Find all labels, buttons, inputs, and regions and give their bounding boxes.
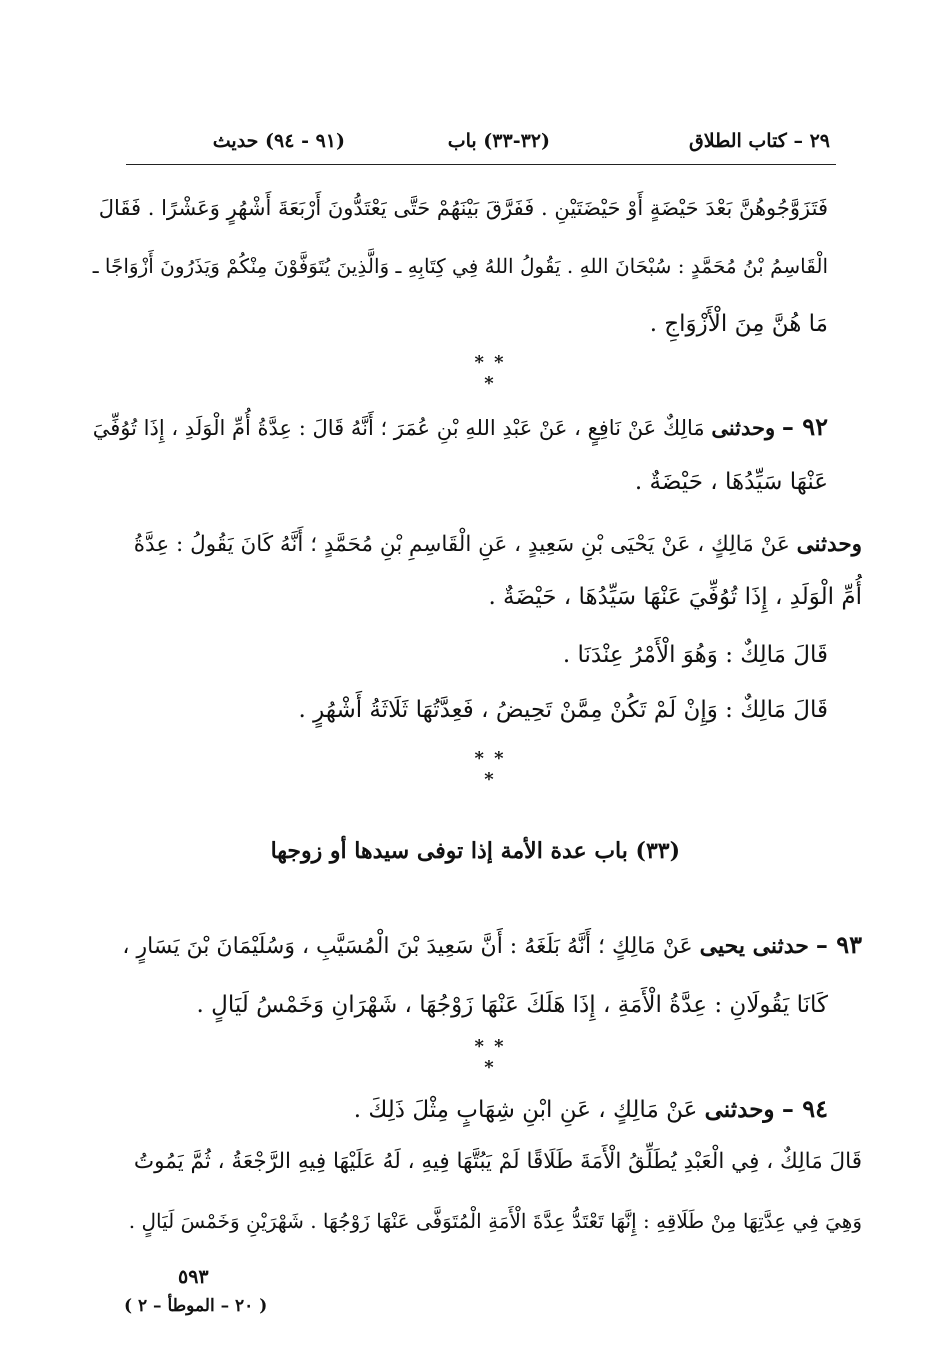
hadith-number: ٩٣ – bbox=[815, 930, 862, 959]
volume-footnote: ( ٢٠ – الموطأ – ٢ ) bbox=[124, 1296, 268, 1316]
chapter-heading: (٣٣) باب عدة الأمة إذا توفى سيدها أو زوجها bbox=[270, 838, 680, 864]
header-chapter-range: (٣٢-٣٣) باب bbox=[447, 130, 550, 152]
final-paragraph-line1: قَالَ مَالِكٌ ، فِي الْعَبْدِ يُطَلِّقُ الْأَمَةَ طَلَاقًا لَمْ يَبُتَّهَا فِيهِ ، لَهُ عَلَيْهَا فِيهِ الرَّجْعَةُ ، ثُمَّ يَمُوتُ bbox=[133, 1149, 862, 1174]
header-hadith-range: (٩١ - ٩٤) حديث bbox=[212, 130, 345, 152]
section-separator: * * * bbox=[474, 748, 506, 790]
page-number: ٥٩٣ bbox=[178, 1266, 209, 1288]
p1-line2: الْقَاسِمُ بْنُ مُحَمَّدٍ : سُبْحَانَ اللهِ . يَقُولُ اللهُ فِي كِتَابِهِ ـ وَالَّذِينَ يُتَوَفَّوْنَ مِنْكُمْ وَيَذَرُونَ أَزْوَاجًا ـ bbox=[92, 254, 828, 278]
final-paragraph-line2: وَهِيَ فِي عِدَّتِهَا مِنْ طَلَاقِهِ : إِنَّهَا تَعْتَدُّ عِدَّةَ الْأَمَةِ الْمُتَوَفَّى عَنْهَا زَوْجُهَا . شَهْرَيْنِ وَخَمْسَ لَيَالٍ . bbox=[128, 1209, 862, 1233]
p1-line1: فَتَزَوَّجُوهُنَّ بَعْدَ حَيْضَةٍ أَوْ حَيْضَتَيْنِ . فَفَرَّقَ بَيْنَهُمْ حَتَّى يَعْتَدُّونَ أَرْبَعَةَ أَشْهُرٍ وَعَشْرًا . فَقَالَ bbox=[98, 196, 828, 220]
hadith-94-line1 bbox=[354, 1094, 828, 1125]
hadith-text: عَنْ مَالِكٍ ؛ أَنَّهُ بَلَغَهُ : أَنَّ سَعِيدَ بْنَ الْمُسَيَّبِ ، وَسُلَيْمَانَ بْنَ يَسَارٍ ، bbox=[122, 934, 693, 959]
hadith-92-line1 bbox=[93, 412, 828, 443]
hadith-92-line2: عَنْهَا سَيِّدُهَا ، حَيْضَةٌ . bbox=[634, 469, 828, 495]
hadith-93-line1 bbox=[122, 930, 862, 962]
hadith-92b-line2: أُمِّ الْوَلَدِ ، إِذَا تُوُفِّيَ عَنْهَا سَيِّدُهَا ، حَيْضَةٌ . bbox=[488, 584, 862, 610]
section-separator: * * * bbox=[474, 352, 506, 394]
hadith-93-line2: كَانَا يَقُولَانِ : عِدَّةُ الْأَمَةِ ، إِذَا هَلَكَ عَنْهَا زَوْجُهَا ، شَهْرَانِ وَخَمْسُ لَيَالٍ . bbox=[196, 992, 828, 1018]
hadith-keyword: حدثنى يحيى bbox=[699, 933, 809, 959]
header-divider bbox=[126, 164, 836, 165]
header-book-title: ٢٩ – كتاب الطلاق bbox=[689, 130, 830, 152]
hadith-keyword: وحدثنى bbox=[796, 532, 862, 557]
malik-statement-1: قَالَ مَالِكٌ : وَهُوَ الْأَمْرُ عِنْدَنَا . bbox=[562, 642, 828, 668]
malik-statement-2: قَالَ مَالِكٌ : وَإِنْ لَمْ تَكُنْ مِمَّنْ تَحِيضُ ، فَعِدَّتُهَا ثَلَاثَةُ أَشْهُرٍ . bbox=[298, 697, 828, 723]
hadith-text: مَالِكٌ عَنْ نَافِعٍ ، عَنْ عَبْدِ اللهِ بْنِ عُمَرَ ؛ أَنَّهُ قَالَ : عِدَّةُ أُمِّ الْوَلَدِ ، إِذَا تُوُفِّيَ bbox=[92, 416, 705, 440]
hadith-text: عَنْ مَالِكٍ ، عَنِ ابْنِ شِهَابٍ مِثْلَ ذَلِكَ . bbox=[353, 1097, 698, 1123]
page-header bbox=[130, 124, 830, 164]
hadith-number: ٩٤ – bbox=[781, 1094, 828, 1123]
p1-line3: مَا هُنَّ مِنَ الْأَزْوَاجِ . bbox=[649, 311, 828, 337]
hadith-92b-line1 bbox=[134, 530, 862, 560]
hadith-text: عَنْ مَالِكٍ ، عَنْ يَحْيَى بْنِ سَعِيدٍ ، عَنِ الْقَاسِمِ بْنِ مُحَمَّدٍ ؛ أَنَّهُ كَانَ يَقُولُ : عِدَّةُ bbox=[133, 532, 790, 557]
hadith-keyword: وحدثنى bbox=[711, 415, 776, 440]
section-separator: * * * bbox=[474, 1036, 506, 1078]
hadith-keyword: وحدثنى bbox=[704, 1096, 775, 1123]
hadith-number: ٩٢ – bbox=[781, 412, 828, 441]
